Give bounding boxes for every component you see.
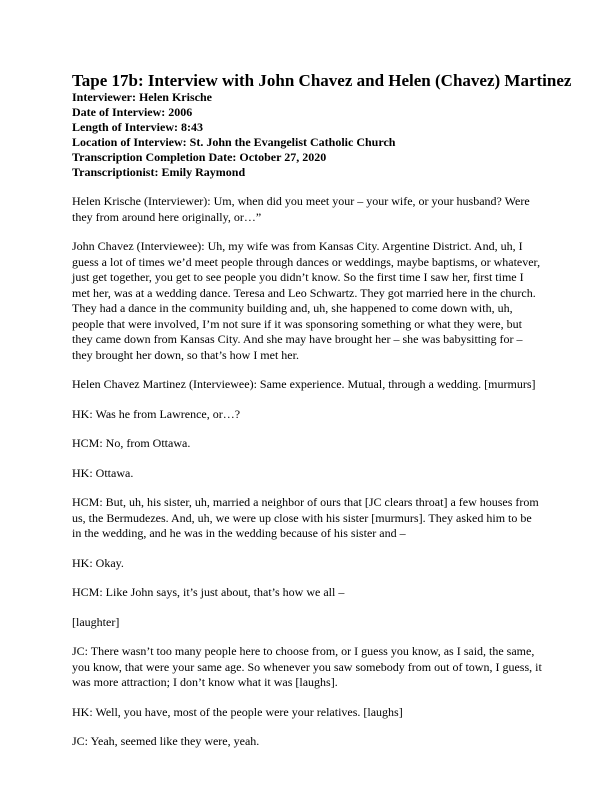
transcriptionist-line: Transcriptionist: Emily Raymond: [72, 165, 246, 179]
transcript-paragraph: John Chavez (Interviewee): Uh, my wife was from Kansas City. Argentine District. And, uh, I guess a lot of times we’d meet people through dances or weddings, maybe baptisms, or whatever, just get together, you get to see people you didn’t know. So the first time I saw her, first time I met her, was at a wedding dance. Teresa and Leo Schwartz. They got married here in the church. They had a dance in the community building and, uh, she happened to come down with, uh, people that were involved, I’m not sure if it was sponsoring something or what they were, but they came down from Kansas City. And she may have brought her – she was babysitting for – they brought her down, so that’s how I met her.: [72, 239, 541, 362]
transcript-body: [72, 194, 542, 750]
transcript-paragraph: HK: Okay.: [72, 555, 124, 570]
transcript-paragraph: HK: Well, you have, most of the people were your relatives. [laughs]: [72, 704, 403, 719]
transcript-paragraph: JC: There wasn’t too many people here to choose from, or I guess you know, as I said, the same, you know, that were your same age. So whenever you saw somebody from out of town, I guess, it was more attraction; I don’t know what it was [laughs].: [72, 644, 542, 689]
transcript-paragraph: Helen Krische (Interviewer): Um, when did you meet your – your wife, or your husband? Were they from around here originally, or…”: [72, 194, 530, 224]
transcript-paragraph: Helen Chavez Martinez (Interviewee): Same experience. Mutual, through a wedding. [murmurs]: [72, 377, 536, 391]
transcript-paragraph: HCM: But, uh, his sister, uh, married a neighbor of ours that [JC clears throat] a few houses from us, the Bermudezes. And, uh, we were up close with his sister [murmurs]. They asked him to be in the wedding, and he was in the wedding because of his sister and –: [72, 495, 539, 540]
transcript-paragraph: HK: Ottawa.: [72, 465, 134, 480]
interview-metadata: [72, 90, 542, 180]
interviewer-line: Interviewer: Helen Krische: [72, 90, 212, 104]
transcript-paragraph: HCM: No, from Ottawa.: [72, 436, 191, 450]
interview-location-line: Location of Interview: St. John the Evangelist Catholic Church: [72, 135, 396, 149]
transcript-paragraph: HK: Was he from Lawrence, or…?: [72, 406, 241, 421]
interview-length-line: Length of Interview: 8:43: [72, 120, 203, 134]
completion-date-line: Transcription Completion Date: October 27, 2020: [72, 150, 327, 164]
transcript-page: [72, 71, 572, 764]
transcript-paragraph: JC: Yeah, seemed like they were, yeah.: [72, 734, 260, 748]
document-title: Tape 17b: Interview with John Chavez and Helen (Chavez) Martinez: [72, 71, 572, 90]
transcript-paragraph: [laughter]: [72, 614, 120, 629]
interview-date-line: Date of Interview: 2006: [72, 105, 193, 119]
transcript-paragraph: HCM: Like John says, it’s just about, that’s how we all –: [72, 585, 345, 599]
